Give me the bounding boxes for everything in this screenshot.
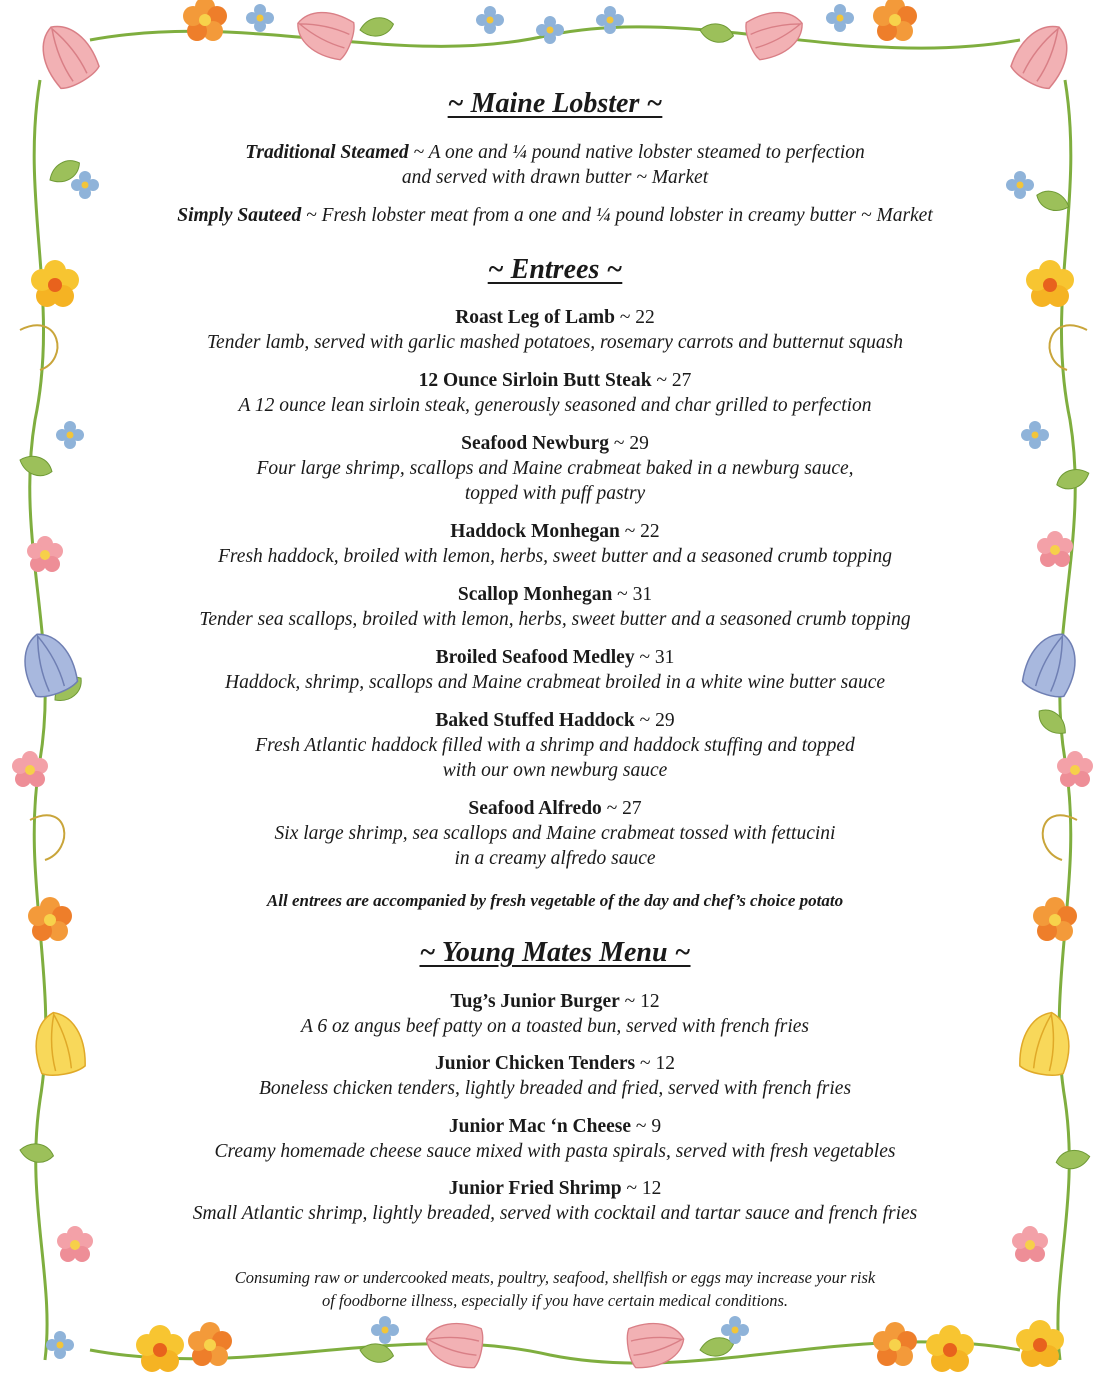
menu-item-name	[120, 307, 990, 329]
item-price: ~ 29	[609, 433, 649, 454]
disclaimer-line: of foodborne illness, especially if you have certain medical conditions.	[321, 1291, 789, 1310]
item-name: 12 Ounce Sirloin Butt Steak	[418, 370, 652, 391]
item-name: Junior Fried Shrimp	[448, 1178, 622, 1199]
item-description: Tender lamb, served with garlic mashed potatoes, rosemary carrots and butternut squash	[206, 332, 904, 353]
item-price: ~ 9	[631, 1116, 662, 1137]
menu-item-name	[120, 1178, 990, 1200]
menu-item-name	[120, 710, 990, 732]
item-description: Small Atlantic shrimp, lightly breaded, served with cocktail and tartar sauce and french fries	[192, 1203, 918, 1224]
item-name: Simply Sauteed	[177, 205, 302, 226]
menu-item-simply-sauteed	[120, 205, 990, 227]
item-description: A 12 ounce lean sirloin steak, generously seasoned and char grilled to perfection	[238, 395, 872, 416]
item-price: ~ 31	[634, 647, 675, 668]
item-name: Tug’s Junior Burger	[450, 991, 620, 1012]
item-name: Traditional Steamed	[245, 142, 409, 163]
item-description: Fresh Atlantic haddock filled with a shrimp and haddock stuffing and topped	[255, 735, 855, 756]
item-name: Junior Chicken Tenders	[435, 1053, 636, 1074]
disclaimer-line: Consuming raw or undercooked meats, poultry, seafood, shellfish or eggs may increase your risk	[234, 1268, 876, 1287]
menu-item-name	[120, 1053, 990, 1075]
item-name: Scallop Monhegan	[457, 584, 613, 605]
section-title-young-mates: ~ Young Mates Menu ~	[419, 937, 691, 968]
item-description: A 6 oz angus beef patty on a toasted bun, served with french fries	[300, 1016, 810, 1037]
item-description: Boneless chicken tenders, lightly breaded and fried, served with french fries	[258, 1078, 852, 1099]
entrees-note: All entrees are accompanied by fresh vegetable of the day and chef’s choice potato	[266, 891, 844, 910]
item-price: ~ 12	[621, 1178, 662, 1199]
item-price: ~ 27	[651, 370, 692, 391]
item-price: ~ 27	[601, 798, 642, 819]
menu-item-name	[120, 991, 990, 1013]
item-price: ~ 12	[619, 991, 660, 1012]
menu-item-traditional-steamed	[120, 142, 990, 164]
item-name: Junior Mac ‘n Cheese	[448, 1116, 632, 1137]
menu-item-name	[120, 433, 990, 455]
item-description: Six large shrimp, sea scallops and Maine crabmeat tossed with fettucini	[274, 823, 836, 844]
item-description: Fresh haddock, broiled with lemon, herbs, sweet butter and a seasoned crumb topping	[218, 546, 892, 567]
item-name: Seafood Newburg	[461, 433, 610, 454]
item-description: Four large shrimp, scallops and Maine crabmeat baked in a newburg sauce,	[256, 458, 854, 479]
item-description: ~ A one and ¼ pound native lobster steamed to perfection	[408, 142, 865, 163]
menu-item-name	[120, 798, 990, 820]
item-price: ~ 12	[635, 1053, 675, 1074]
item-description: Tender sea scallops, broiled with lemon, herbs, sweet butter and a seasoned crumb topping	[199, 609, 911, 630]
item-description: topped with puff pastry	[464, 483, 646, 504]
item-price: ~ 29	[634, 710, 675, 731]
item-price: ~ 22	[614, 307, 655, 328]
section-title-entrees: ~ Entrees ~	[487, 254, 623, 285]
item-price: ~ 22	[619, 521, 660, 542]
item-description: and served with drawn butter ~ Market	[401, 167, 709, 188]
item-name: Roast Leg of Lamb	[455, 307, 615, 328]
menu-item-name	[120, 370, 990, 392]
item-name: Seafood Alfredo	[468, 798, 602, 819]
section-title-maine-lobster: ~ Maine Lobster ~	[447, 88, 663, 119]
item-name: Haddock Monhegan	[450, 521, 620, 542]
menu-item-name	[120, 1116, 990, 1138]
item-name: Baked Stuffed Haddock	[435, 710, 635, 731]
item-description: ~ Fresh lobster meat from a one and ¼ pound lobster in creamy butter ~ Market	[301, 205, 933, 226]
menu-item-name	[120, 521, 990, 543]
menu-item-name	[120, 584, 990, 606]
item-description: Creamy homemade cheese sauce mixed with pasta spirals, served with fresh vegetables	[214, 1141, 896, 1162]
menu-item-name	[120, 647, 990, 669]
item-price: ~ 31	[612, 584, 653, 605]
item-description: Haddock, shrimp, scallops and Maine crabmeat broiled in a white wine butter sauce	[224, 672, 886, 693]
item-description: with our own newburg sauce	[442, 760, 668, 781]
item-name: Broiled Seafood Medley	[435, 647, 635, 668]
item-description: in a creamy alfredo sauce	[454, 848, 656, 869]
